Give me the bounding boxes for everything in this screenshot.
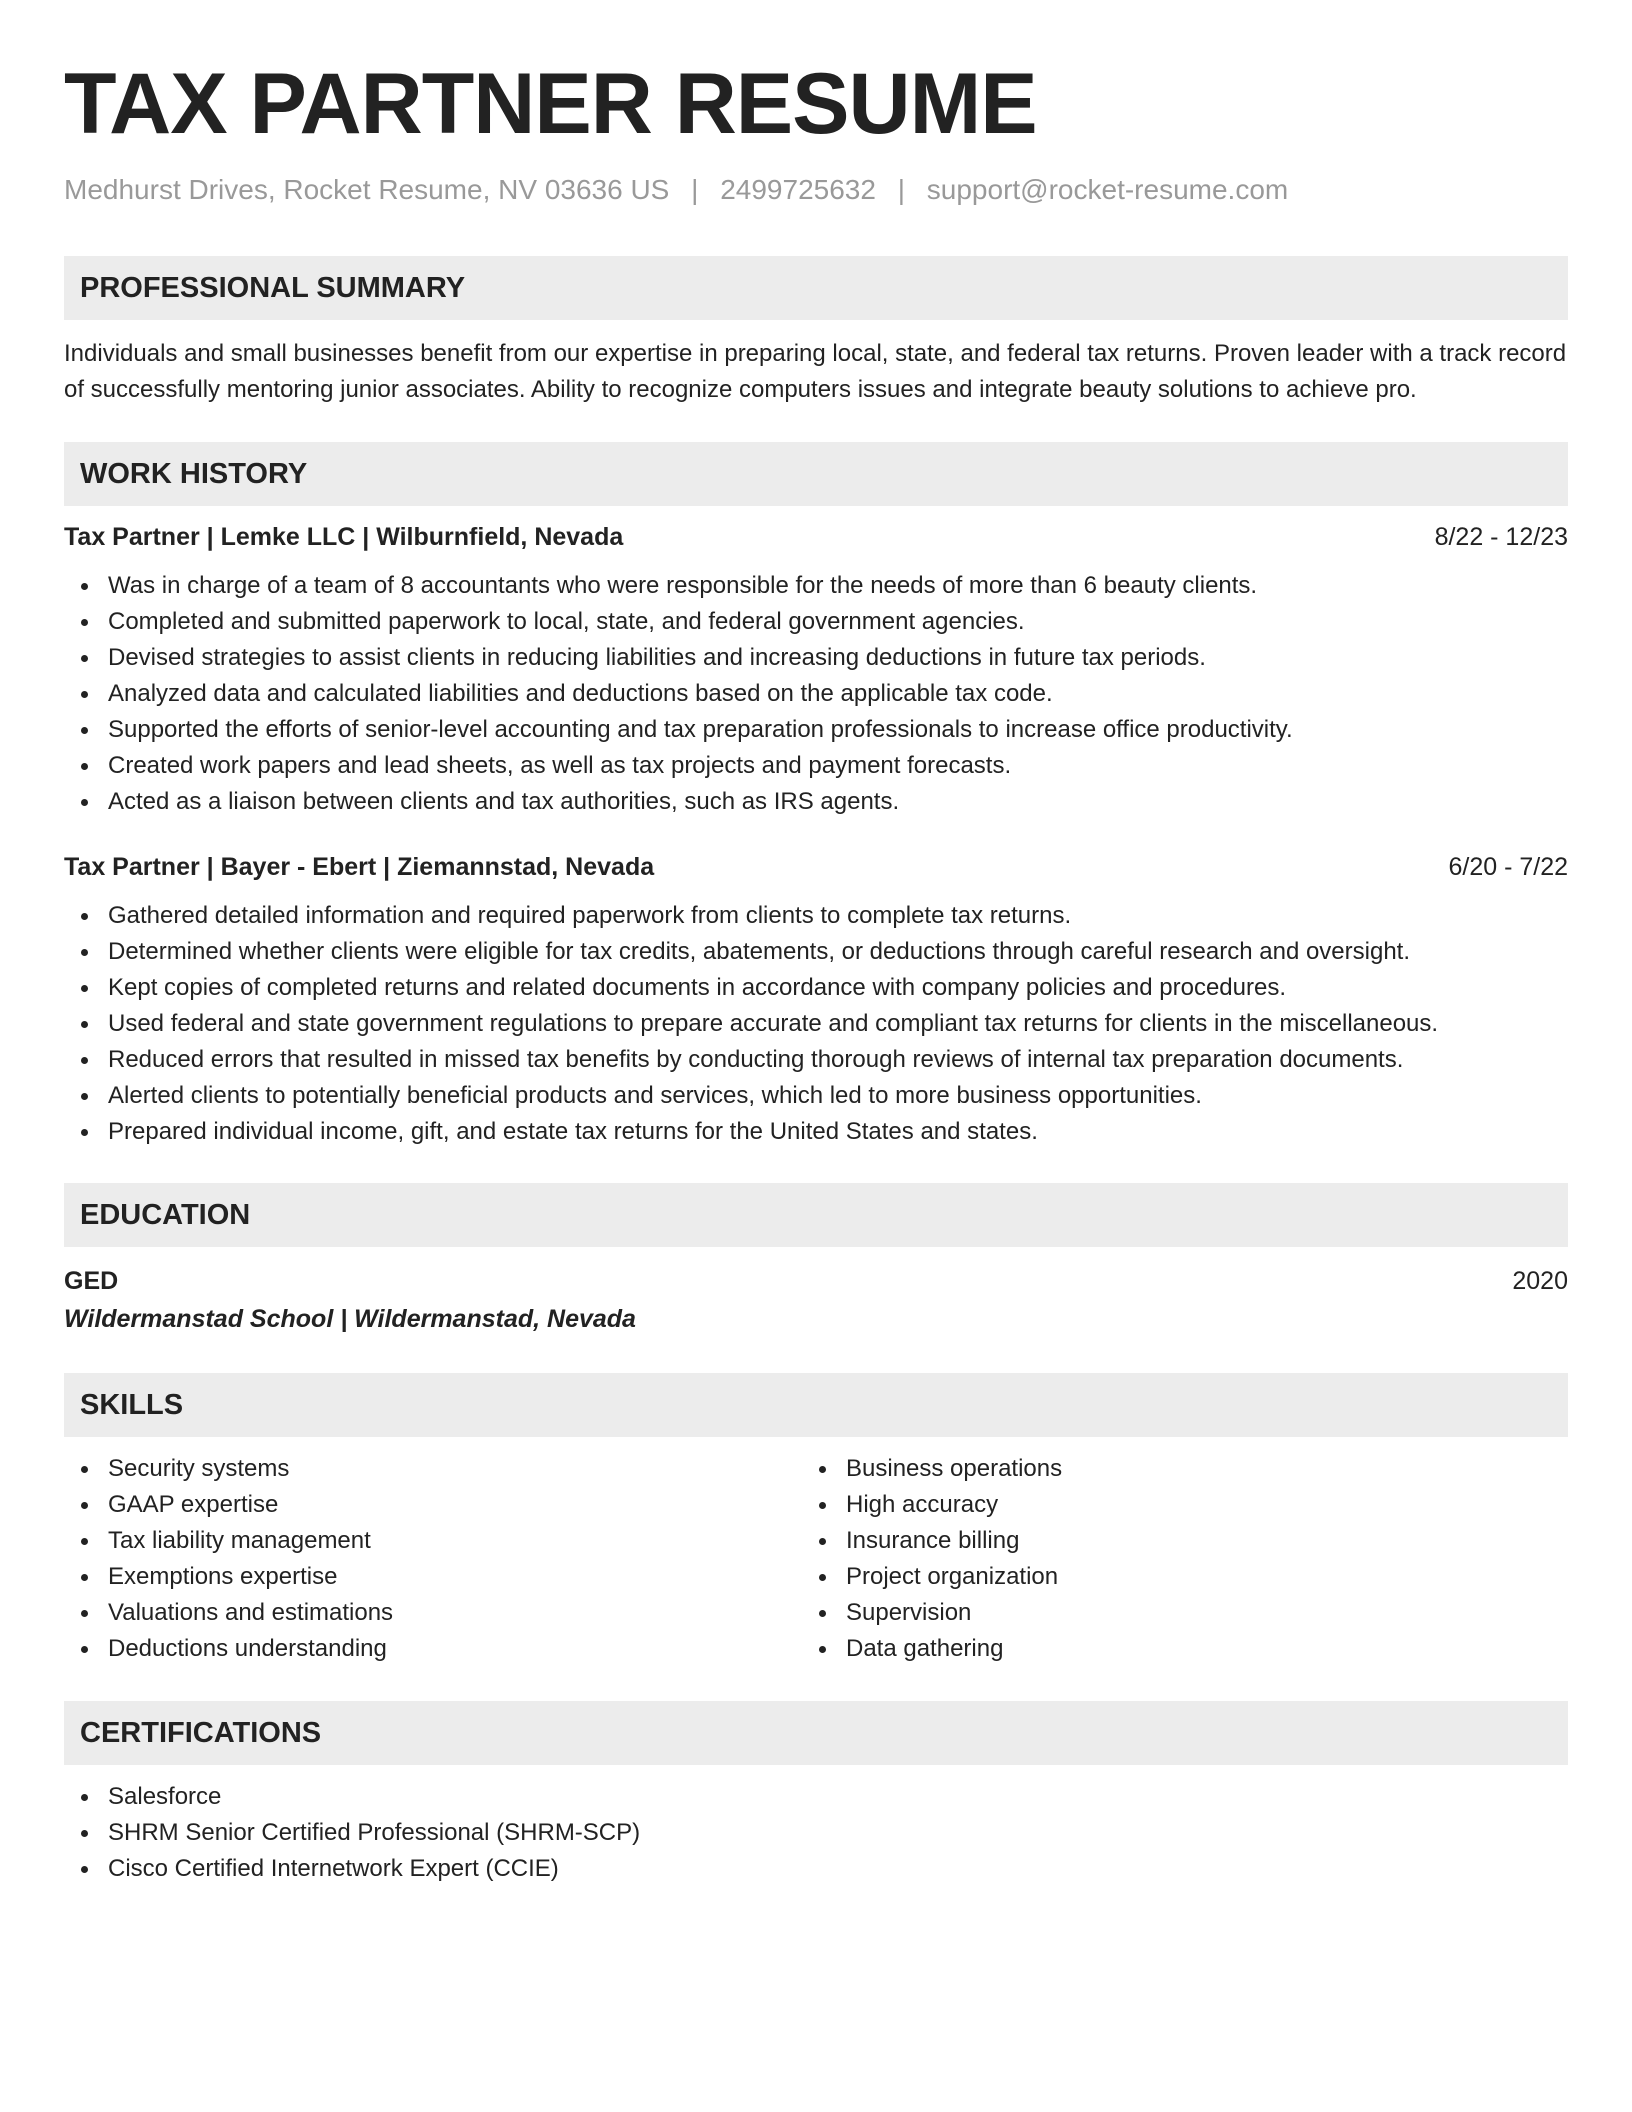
job-title: Tax Partner | Lemke LLC | Wilburnfield, Nevada bbox=[64, 523, 624, 551]
education-entry bbox=[64, 1263, 1568, 1339]
list-item: Devised strategies to assist clients in reducing liabilities and increasing deductions in future tax periods. bbox=[108, 640, 1568, 676]
list-item: Used federal and state government regulations to prepare accurate and compliant tax returns for clients in the miscellaneous. bbox=[108, 1006, 1568, 1042]
job-title: Tax Partner | Bayer - Ebert | Ziemannstad, Nevada bbox=[64, 853, 655, 881]
contact-email: support@rocket-resume.com bbox=[926, 174, 1289, 205]
summary-text: Individuals and small businesses benefit from our expertise in preparing local, state, and federal tax returns. Proven leader with a track record of successfully mentoring junior associates. Ability to recognize computers issues and integrate beauty solutions to achieve pro. bbox=[64, 340, 1567, 403]
list-item: Supervision bbox=[846, 1595, 1540, 1631]
section-heading: EDUCATION bbox=[80, 1198, 251, 1231]
contact-phone: 2499725632 bbox=[720, 174, 876, 205]
section-header-skills bbox=[64, 1373, 1568, 1437]
job-bullets bbox=[64, 568, 1568, 820]
job-entry bbox=[64, 520, 1568, 820]
skills-column-left bbox=[64, 1451, 802, 1667]
contact-line bbox=[64, 172, 1568, 208]
list-item: Alerted clients to potentially beneficial products and services, which led to more business opportunities. bbox=[108, 1078, 1568, 1114]
skills-list bbox=[64, 1451, 802, 1667]
list-item: Acted as a liaison between clients and tax authorities, such as IRS agents. bbox=[108, 784, 1568, 820]
job-dates: 8/22 - 12/23 bbox=[1434, 523, 1568, 551]
job-bullets bbox=[64, 898, 1568, 1150]
skills-list bbox=[802, 1451, 1540, 1667]
job-header bbox=[64, 520, 1568, 554]
certifications-block bbox=[64, 1779, 1568, 1887]
list-item: Valuations and estimations bbox=[108, 1595, 802, 1631]
list-item: Deductions understanding bbox=[108, 1631, 802, 1667]
list-item: Exemptions expertise bbox=[108, 1559, 802, 1595]
list-item: High accuracy bbox=[846, 1487, 1540, 1523]
list-item: Reduced errors that resulted in missed tax benefits by conducting thorough reviews of internal tax preparation documents. bbox=[108, 1042, 1568, 1078]
section-header-summary bbox=[64, 256, 1568, 320]
list-item: Created work papers and lead sheets, as well as tax projects and payment forecasts. bbox=[108, 748, 1568, 784]
education-year: 2020 bbox=[1512, 1267, 1568, 1295]
education-school: Wildermanstad School | Wildermanstad, Nevada bbox=[64, 1305, 636, 1333]
list-item: Security systems bbox=[108, 1451, 802, 1487]
list-item: Was in charge of a team of 8 accountants who were responsible for the needs of more than 6 beauty clients. bbox=[108, 568, 1568, 604]
list-item: Business operations bbox=[846, 1451, 1540, 1487]
resume-title: TAX PARTNER RESUME bbox=[64, 56, 1037, 152]
section-header-certifications bbox=[64, 1701, 1568, 1765]
list-item: Kept copies of completed returns and related documents in accordance with company policies and procedures. bbox=[108, 970, 1568, 1006]
job-header bbox=[64, 850, 1568, 884]
contact-separator: | bbox=[691, 174, 699, 205]
job-entry bbox=[64, 850, 1568, 1150]
section-header-work-history bbox=[64, 442, 1568, 506]
education-header bbox=[64, 1263, 1568, 1299]
list-item: Gathered detailed information and required paperwork from clients to complete tax returns. bbox=[108, 898, 1568, 934]
section-heading: CERTIFICATIONS bbox=[80, 1716, 322, 1749]
section-heading: WORK HISTORY bbox=[80, 457, 308, 490]
list-item: Determined whether clients were eligible for tax credits, abatements, or deductions through careful research and oversight. bbox=[108, 934, 1568, 970]
list-item: Project organization bbox=[846, 1559, 1540, 1595]
contact-separator: | bbox=[897, 174, 905, 205]
section-header-education bbox=[64, 1183, 1568, 1247]
list-item: Completed and submitted paperwork to local, state, and federal government agencies. bbox=[108, 604, 1568, 640]
list-item: SHRM Senior Certified Professional (SHRM-SCP) bbox=[108, 1815, 1568, 1851]
list-item: GAAP expertise bbox=[108, 1487, 802, 1523]
section-heading: PROFESSIONAL SUMMARY bbox=[80, 271, 466, 304]
certifications-list bbox=[64, 1779, 1568, 1887]
list-item: Supported the efforts of senior-level accounting and tax preparation professionals to increase office productivity. bbox=[108, 712, 1568, 748]
list-item: Data gathering bbox=[846, 1631, 1540, 1667]
list-item: Tax liability management bbox=[108, 1523, 802, 1559]
education-degree: GED bbox=[64, 1267, 119, 1295]
list-item: Analyzed data and calculated liabilities and deductions based on the applicable tax code. bbox=[108, 676, 1568, 712]
skills-column-right bbox=[802, 1451, 1540, 1667]
job-dates: 6/20 - 7/22 bbox=[1448, 853, 1568, 881]
list-item: Prepared individual income, gift, and estate tax returns for the United States and states. bbox=[108, 1114, 1568, 1150]
skills-grid bbox=[64, 1451, 1568, 1667]
list-item: Salesforce bbox=[108, 1779, 1568, 1815]
list-item: Insurance billing bbox=[846, 1523, 1540, 1559]
section-heading: SKILLS bbox=[80, 1388, 184, 1421]
contact-address: Medhurst Drives, Rocket Resume, NV 03636 US bbox=[64, 174, 670, 205]
list-item: Cisco Certified Internetwork Expert (CCIE) bbox=[108, 1851, 1568, 1887]
